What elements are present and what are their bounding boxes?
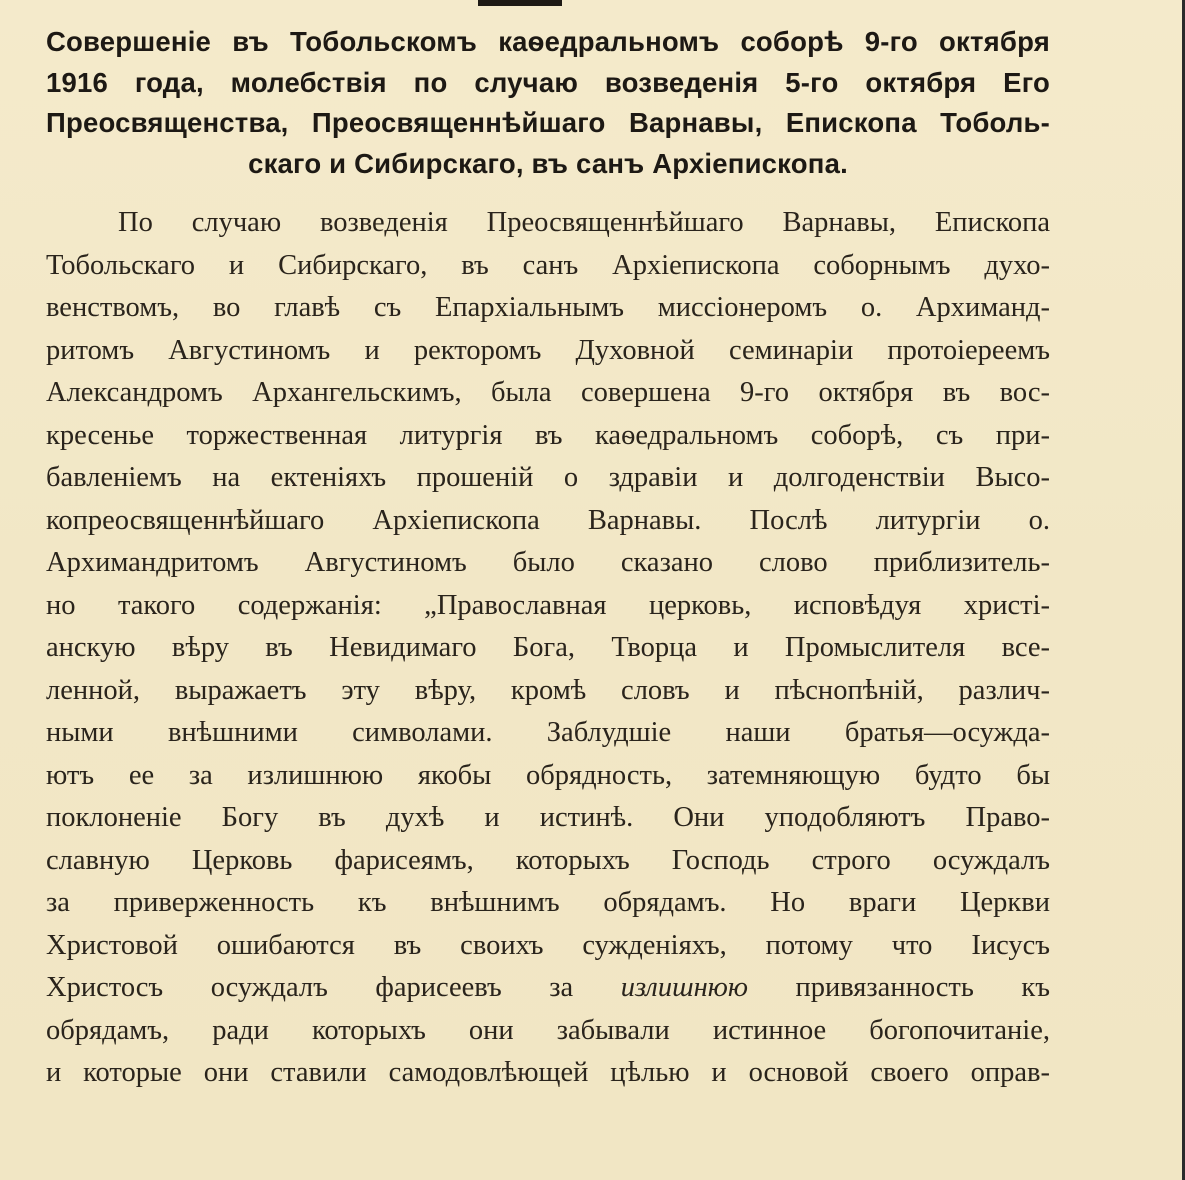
body-line-part: привязанность къ <box>747 972 1050 1003</box>
body-line: Александромъ Архангельскимъ, была совершена 9-го октября въ вос- <box>46 377 1050 408</box>
body-line: ритомъ Августиномъ и ректоромъ Духовной семинаріи протоіереемъ <box>46 334 1050 366</box>
body-line: кресенье торжественная литургія въ каѳедральномъ соборѣ, съ при- <box>46 419 1050 451</box>
body-line: ленной, выражаетъ эту вѣру, кромѣ словъ и пѣснопѣній, различ- <box>46 674 1050 706</box>
heading-line: скаго и Сибирскаго, въ санъ Архіепископа. <box>248 147 848 179</box>
body-line-part: Христосъ осуждалъ фарисеевъ за <box>46 972 621 1003</box>
body-line-with-italic <box>46 967 1050 1010</box>
body-line: обрядамъ, ради которыхъ они забывали истинное богопочитаніе, <box>46 1014 1050 1046</box>
body-line: венствомъ, во главѣ съ Епархіальнымъ миссіонеромъ о. Архиманд- <box>46 292 1050 323</box>
body-line: за приверженность къ внѣшнимъ обрядамъ. Но враги Церкви <box>46 887 1050 918</box>
top-rule <box>478 0 562 6</box>
heading-line: Совершеніе въ Тобольскомъ каѳедральномъ соборѣ 9-го октября <box>46 26 1050 57</box>
body-line: Архимандритомъ Августиномъ было сказано слово приблизитель- <box>46 547 1050 578</box>
body-line: По случаю возведенія Преосвященнѣйшаго Варнавы, Епископа <box>118 207 1050 238</box>
body-line: славную Церковь фарисеямъ, которыхъ Господь строго осуждалъ <box>46 844 1050 876</box>
body-line: ютъ ее за излишнюю якобы обрядность, затемняющую будто бы <box>46 759 1050 791</box>
article-body <box>46 202 1050 1095</box>
heading-line: Преосвященства, Преосвященнѣйшаго Варнавы, Епископа Тоболь- <box>46 107 1050 138</box>
heading-line: 1916 года, молебствія по случаю возведенія 5-го октября Его <box>46 66 1050 98</box>
body-line: но такого содержанія: „Православная церковь, исповѣдуя христі- <box>46 589 1050 621</box>
body-line: ными внѣшними символами. Заблудшіе наши братья—осужда- <box>46 717 1050 748</box>
body-line: Христовой ошибаются въ своихъ сужденіяхъ, потому что Іисусъ <box>46 929 1050 961</box>
body-line: и которые они ставили самодовлѣющей цѣлью и основой своего оправ- <box>46 1057 1050 1088</box>
body-line: анскую вѣру въ Невидимаго Бога, Творца и Промыслителя все- <box>46 632 1050 663</box>
body-line: копреосвященнѣйшаго Архіепископа Варнавы. Послѣ литургіи о. <box>46 504 1050 536</box>
article-heading <box>46 22 1050 184</box>
body-line: бавленіемъ на ектеніяхъ прошеній о здравіи и долгоденствіи Высо- <box>46 462 1050 493</box>
body-line: поклоненіе Богу въ духѣ и истинѣ. Они уподобляютъ Право- <box>46 802 1050 833</box>
italic-emphasis: излишнюю <box>620 972 748 1003</box>
body-line: Тобольскаго и Сибирскаго, въ санъ Архіепископа соборнымъ духо- <box>46 249 1050 281</box>
